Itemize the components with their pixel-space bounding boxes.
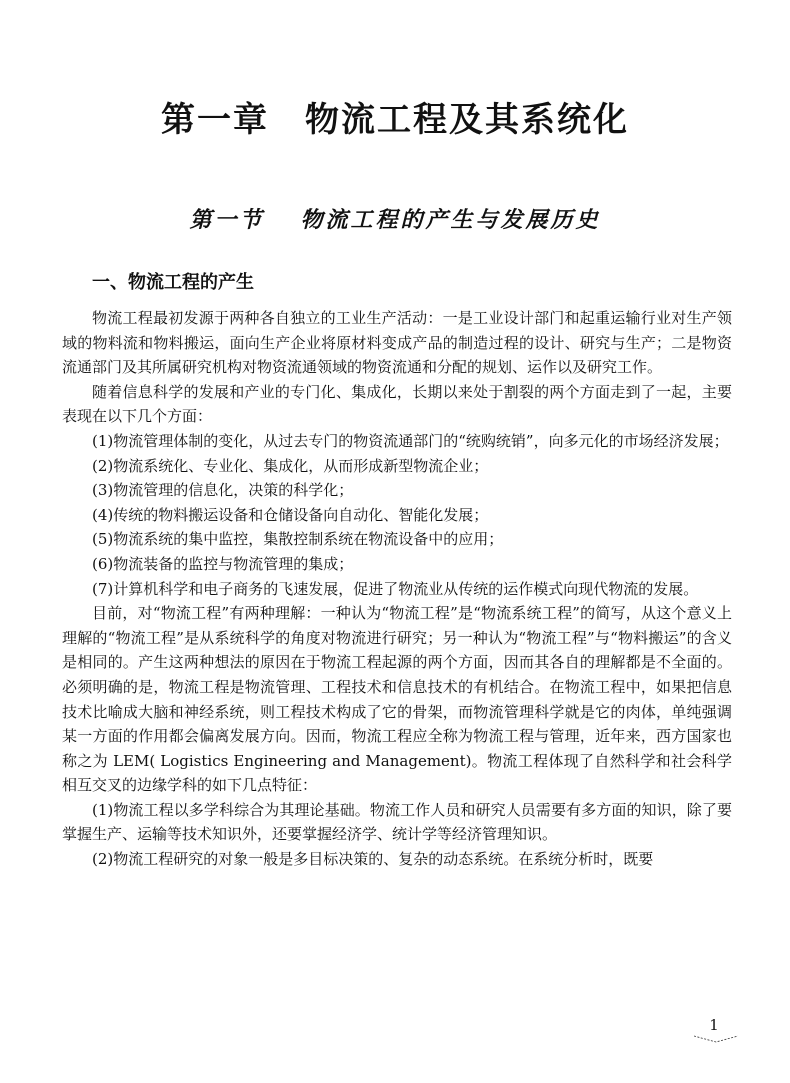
list-item: (1)物流管理体制的变化，从过去专门的物资流通部门的“统购统销”，向多元化的市场经济发展； xyxy=(92,431,729,450)
section-number: 第一节 xyxy=(189,207,265,233)
paragraph: 物流工程最初发源于两种各自独立的工业生产活动：一是工业设计部门和起重运输行业对生产领域的物料流和物料搬运，面向生产企业将原材料变成产品的制造过程的设计、研究与生产；二是物资流通部门及其所属研究机构对物资流通领域的物资流通和分配的规划、运作以及研究工作。 xyxy=(62,309,732,377)
paragraph: 目前，对“物流工程”有两种理解：一种认为“物流工程”是“物流系统工程”的简写，从这个意义上理解的“物流工程”是从系统科学的角度对物流进行研究；另一种认为“物流工程”与“物料搬运”的含义是相同的。产生这两种想法的原因在于物流工程起源的两个方面，因而其各自的理解都是不全面的。必须明确的是，物流工程是物流管理、工程技术和信息技术的有机结合。在物流工程中，如果把信息技术比喻成大脑和神经系统，则工程技术构成了它的骨架，而物流管理科学就是它的肉体，单纯强调某一方面的作用都会偏离发展方向。因而，物流工程应全称为物流工程与管理，近年来，西方国家也称之为 LEM( Logistics Engineering and Management)。物流工程体现了自然科学和社会科学相互交叉的边缘学科的如下几点特征： xyxy=(62,604,732,795)
chapter-title xyxy=(0,92,790,141)
list-item: (6)物流装备的监控与物流管理的集成； xyxy=(92,554,354,573)
section-title xyxy=(0,203,790,234)
page-number-text: 1 xyxy=(709,1016,719,1034)
chapter-title-text: 物流工程及其系统化 xyxy=(305,100,629,140)
list-item: (7)计算机科学和电子商务的飞速发展，促进了物流业从传统的运作模式向现代物流的发展。 xyxy=(92,579,699,598)
list-item: (3)物流管理的信息化，决策的科学化； xyxy=(92,481,354,500)
list-item: (2)物流工程研究的对象一般是多目标决策的、复杂的动态系统。在系统分析时，既要 xyxy=(92,850,654,869)
sub-heading: 一、物流工程的产生 xyxy=(92,272,254,293)
list-item: (2)物流系统化、专业化、集成化，从而形成新型物流企业； xyxy=(92,456,489,475)
page-number xyxy=(694,1016,734,1044)
section-title-text: 物流工程的产生与发展历史 xyxy=(300,207,601,233)
page-ornament-icon xyxy=(694,1034,738,1044)
list-item: (1)物流工程以多学科综合为其理论基础。物流工作人员和研究人员需要有多方面的知识，除了要掌握生产、运输等技术知识外，还要掌握经济学、统计学等经济管理知识。 xyxy=(62,800,732,844)
list-item: (5)物流系统的集中监控，集散控制系统在物流设备中的应用； xyxy=(92,530,504,549)
paragraph: 随着信息科学的发展和产业的专门化、集成化，长期以来处于割裂的两个方面走到了一起，主要表现在以下几个方面： xyxy=(62,382,732,426)
chapter-number: 第一章 xyxy=(161,100,269,140)
list-item: (4)传统的物料搬运设备和仓储设备向自动化、智能化发展； xyxy=(92,505,489,524)
body-text xyxy=(62,306,732,872)
